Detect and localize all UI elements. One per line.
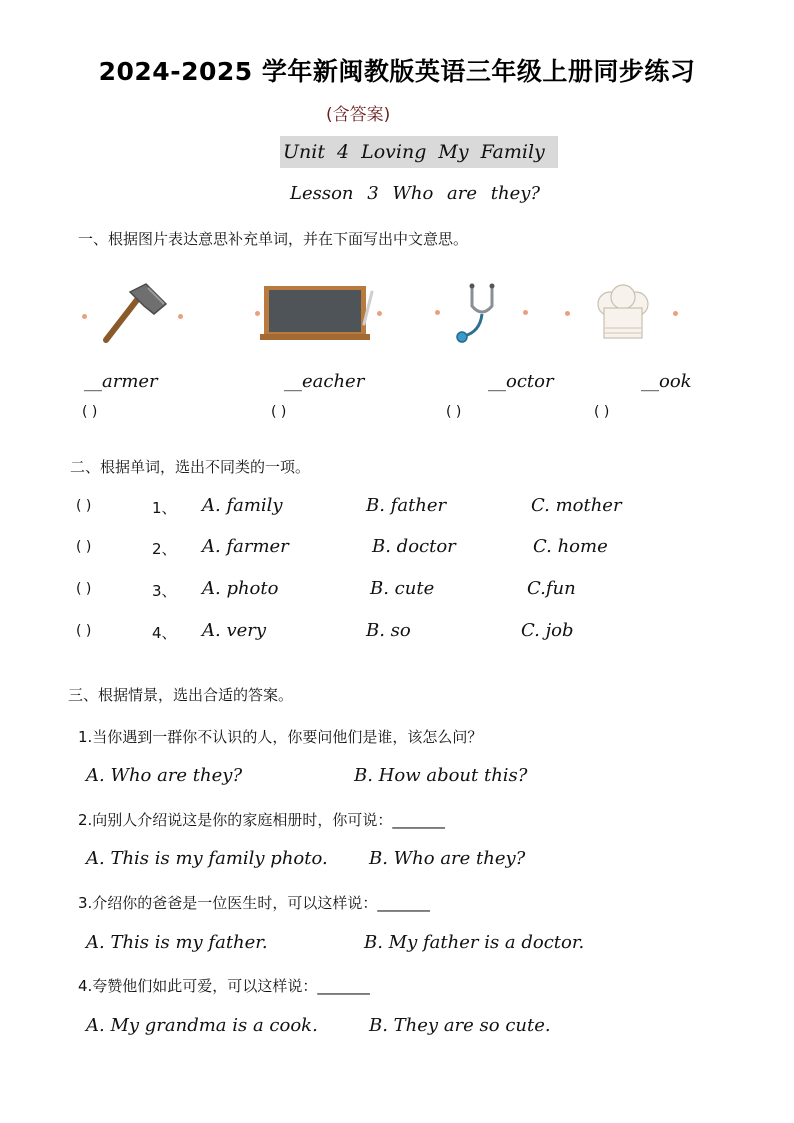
scenario-question: 2.向别人介绍说这是你的家庭相册时，你可说：_______ <box>78 811 445 829</box>
option-c: C. home <box>533 536 608 557</box>
word-blank-teacher: __eacher <box>284 371 365 392</box>
option-a: A. This is my family photo. <box>86 848 328 869</box>
option-c: C. job <box>521 620 574 641</box>
answer-paren: ( ) <box>76 623 92 639</box>
axe-icon <box>96 282 172 344</box>
stethoscope-icon <box>450 282 514 344</box>
lesson-heading: Lesson 3 Who are they? <box>290 183 541 204</box>
decor-dot <box>435 310 440 315</box>
option-a: A. family <box>202 495 283 516</box>
answer-paren: ( ) <box>82 404 98 420</box>
option-a: A. very <box>202 620 267 641</box>
option-c: C. mother <box>531 495 622 516</box>
option-b: B. cute <box>370 578 435 599</box>
answer-paren: ( ) <box>271 404 287 420</box>
option-a: A. photo <box>202 578 279 599</box>
question-number: 4、 <box>152 624 177 642</box>
decor-dot <box>673 311 678 316</box>
question-number: 2、 <box>152 540 177 558</box>
word-blank-cook: __ook <box>641 371 692 392</box>
section-2-heading: 二、根据单词，选出不同类的一项。 <box>70 458 311 476</box>
section-3-heading: 三、根据情景，选出合适的答案。 <box>68 686 294 704</box>
blackboard-icon <box>260 284 378 342</box>
option-b: B. doctor <box>372 536 456 557</box>
decor-dot <box>82 314 87 319</box>
answer-paren: ( ) <box>76 539 92 555</box>
answer-paren: ( ) <box>76 498 92 514</box>
answer-paren: ( ) <box>594 404 610 420</box>
unit-heading: Unit 4 Loving My Family <box>283 141 545 163</box>
scenario-question: 3.介绍你的爸爸是一位医生时，可以这样说：_______ <box>78 894 430 912</box>
option-a: A. Who are they? <box>86 765 243 786</box>
answer-paren: ( ) <box>76 581 92 597</box>
option-b: B. How about this? <box>354 765 528 786</box>
chef-hat-icon <box>592 284 654 344</box>
option-a: A. My grandma is a cook. <box>86 1015 318 1036</box>
subtitle: (含答案) <box>326 105 391 125</box>
option-b: B. so <box>366 620 411 641</box>
section-1-heading: 一、根据图片表达意思补充单词，并在下面写出中文意思。 <box>78 230 469 248</box>
option-b: B. My father is a doctor. <box>364 932 585 953</box>
decor-dot <box>523 310 528 315</box>
option-c: C.fun <box>527 578 576 599</box>
option-b: B. Who are they? <box>369 848 526 869</box>
scenario-question: 1.当你遇到一群你不认识的人，你要问他们是谁，该怎么问？ <box>78 728 483 746</box>
option-a: A. farmer <box>202 536 289 557</box>
scenario-question: 4.夸赞他们如此可爱，可以这样说：_______ <box>78 977 370 995</box>
word-blank-farmer: __armer <box>84 371 158 392</box>
decor-dot <box>178 314 183 319</box>
question-number: 3、 <box>152 582 177 600</box>
word-blank-doctor: __octor <box>488 371 554 392</box>
page-title: 2024-2025 学年新闽教版英语三年级上册同步练习 <box>98 57 696 86</box>
answer-paren: ( ) <box>446 404 462 420</box>
option-b: B. They are so cute. <box>369 1015 551 1036</box>
question-number: 1、 <box>152 499 177 517</box>
option-a: A. This is my father. <box>86 932 268 953</box>
option-b: B. father <box>366 495 447 516</box>
decor-dot <box>565 311 570 316</box>
